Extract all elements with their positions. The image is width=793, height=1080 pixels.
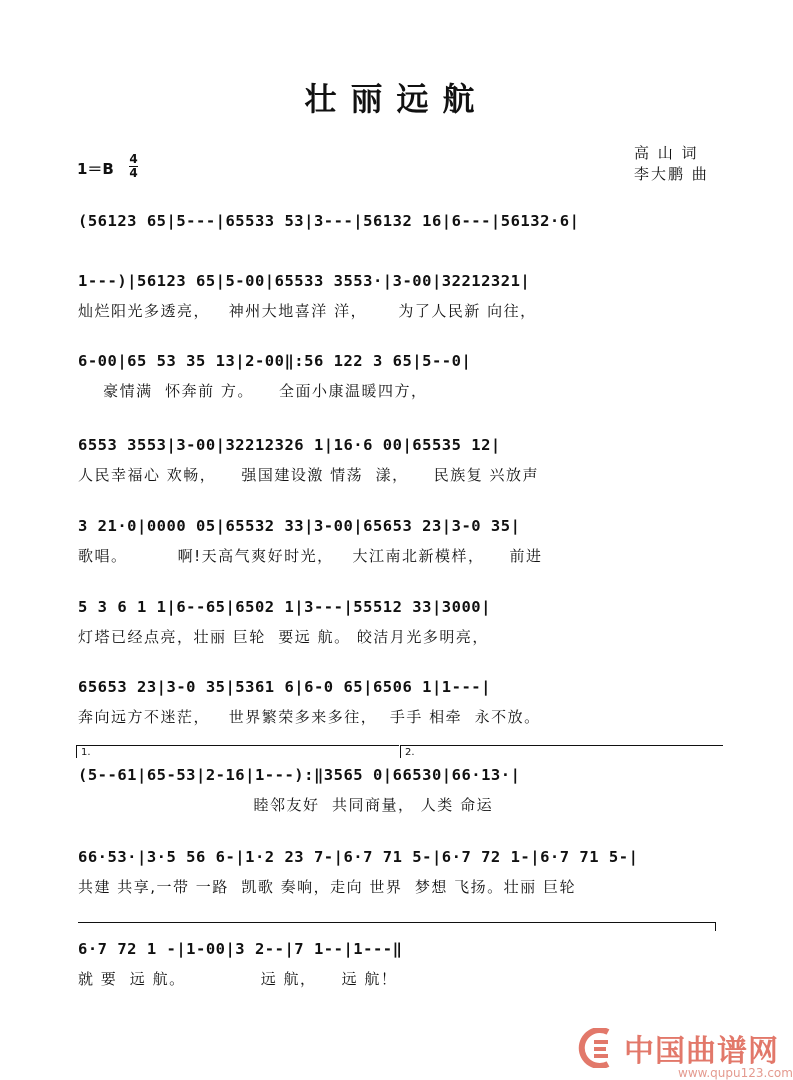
notation-line: 6-00|65 53 35 13|2-00‖:56 122 3 65|5--0| xyxy=(78,352,472,370)
notation-line: 5 3 6 1 1|6--65|6502 1|3---|55512 33|3000| xyxy=(78,598,491,616)
lyrics-line: 共建 共享,一带 一路 凯歌 奏响，走向 世界 梦想 飞扬。壮丽 巨轮 xyxy=(78,878,576,896)
score-row-6 xyxy=(78,596,720,648)
notation-line: (5--61|65-53|2-16|1---):‖3565 0|66530|66·13·| xyxy=(78,766,521,784)
lyrics-line: 奔向远方不迷茫， 世界繁荣多来多往， 手手 相牵 永不放。 xyxy=(78,708,541,726)
credits xyxy=(634,143,709,185)
page-title: 壮丽远航 xyxy=(304,80,489,118)
score-row-7 xyxy=(78,676,720,728)
lyrics-line: 歌唱。 啊!天高气爽好时光， 大江南北新模样， 前进 xyxy=(78,547,543,565)
lyrics-line: 灿烂阳光多透亮， 神州大地喜洋 洋， 为了人民新 向往， xyxy=(78,302,537,320)
composer-credit: 李大鹏 曲 xyxy=(634,165,709,183)
score-row-2 xyxy=(78,270,720,322)
lyricist-credit: 高 山 词 xyxy=(634,144,699,162)
score-row-5 xyxy=(78,515,720,567)
volta-second-ending: 2. xyxy=(400,745,723,758)
notation-line: (56123 65|5---|65533 53|3---|56132 16|6---|56132·6| xyxy=(78,212,580,230)
key-signature: 1＝B xyxy=(77,160,114,178)
watermark-url: www.qupu123.com xyxy=(678,1066,793,1080)
notation-line: 65653 23|3-0 35|5361 6|6-0 65|6506 1|1---| xyxy=(78,678,491,696)
notation-line: 6553 3553|3-00|32212326 1|16·6 00|65535 12| xyxy=(78,436,501,454)
score-row-9 xyxy=(78,846,720,898)
score-row-4 xyxy=(78,434,720,486)
notation-line: 66·53·|3·5 56 6-|1·2 23 7-|6·7 71 5-|6·7 72 1-|6·7 71 5-| xyxy=(78,848,639,866)
lyrics-line: 人民幸福心 欢畅， 强国建设激 情荡 漾， 民族复 兴放声 xyxy=(78,466,539,484)
lyrics-line: 灯塔已经点亮，壮丽 巨轮 要远 航。 皎洁月光多明亮， xyxy=(78,628,489,646)
meter-bottom: 4 xyxy=(129,166,138,180)
notation-line: 6·7 72 1 -|1-00|3 2--|7 1--|1---‖ xyxy=(78,940,403,958)
notation-line: 3 21·0|0000 05|65532 33|3-00|65653 23|3-0 35| xyxy=(78,517,521,535)
score-row-8 xyxy=(78,764,720,816)
score-row-10 xyxy=(78,938,720,990)
watermark-name: 中国曲谱网 xyxy=(624,1034,779,1069)
time-signature xyxy=(129,154,138,179)
final-bracket xyxy=(78,922,716,931)
meter-top: 4 xyxy=(129,152,138,166)
notation-line: 1---)|56123 65|5-00|65533 3553·|3-00|32212321| xyxy=(78,272,531,290)
score-row-1 xyxy=(78,210,720,232)
lyrics-line: 就 要 远 航。 远 航， 远 航！ xyxy=(78,970,398,988)
score-row-3 xyxy=(78,350,720,402)
lyrics-line: 豪情满 怀奔前 方。 全面小康温暖四方， xyxy=(78,382,428,400)
qupu-logo-icon xyxy=(578,1028,618,1068)
lyrics-line: 睦邻友好 共同商量， 人类 命运 xyxy=(78,796,494,814)
volta-first-ending: 1. xyxy=(76,745,399,758)
